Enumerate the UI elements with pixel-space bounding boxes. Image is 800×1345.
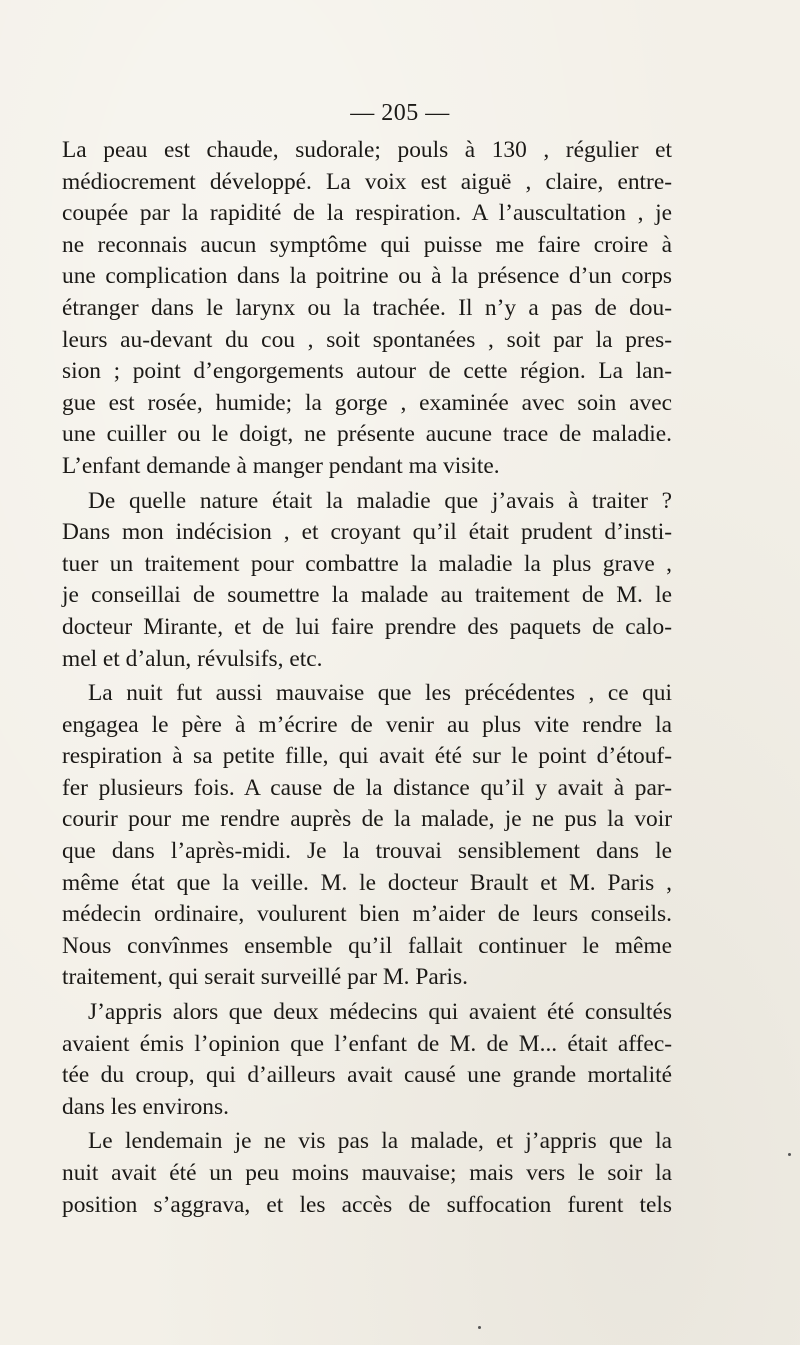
text-line: avaient émis l’opinion que l’enfant de M. de M... était affec-	[62, 1030, 672, 1057]
print-speck	[478, 1326, 481, 1329]
text-line: leurs au-devant du cou , soit spontanées , soit par la pres-	[62, 326, 672, 353]
text-line: sion ; point d’engorgements autour de cette région. La lan-	[62, 358, 672, 385]
text-line: fer plusieurs fois. A cause de la distance qu’il y avait à par-	[62, 774, 672, 801]
text-line: mel et d’alun, révulsifs, etc.	[62, 645, 323, 672]
paragraph	[62, 997, 672, 1123]
text-line: J’appris alors que deux médecins qui avaient été consultés	[88, 999, 672, 1026]
text-line: médecin ordinaire, voulurent bien m’aider de leurs conseils.	[62, 901, 672, 928]
text-line: dans les environs.	[62, 1093, 229, 1120]
paragraph	[62, 1126, 672, 1221]
text-line: courir pour me rendre auprès de la malade, je ne pus la voir	[62, 806, 672, 833]
paragraph	[62, 678, 672, 994]
paragraph	[62, 486, 672, 676]
text-line: Nous convînmes ensemble qu’il fallait continuer le même	[62, 932, 672, 959]
text-line: La peau est chaude, sudorale; pouls à 130 , régulier et	[62, 137, 672, 163]
text-line: gue est rosée, humide; la gorge , examinée avec soin avec	[62, 389, 672, 416]
paragraph	[62, 135, 672, 483]
text-line: Le lendemain je ne vis pas la malade, et j’appris que la	[88, 1128, 672, 1155]
text-line: une cuiller ou le doigt, ne présente aucune trace de maladie.	[62, 421, 672, 448]
body-text	[62, 135, 672, 1221]
text-line: position s’aggrava, et les accès de suffocation furent tels	[62, 1191, 672, 1218]
text-line: La nuit fut aussi mauvaise que les précédentes , ce qui	[88, 680, 672, 707]
text-line: respiration à sa petite fille, qui avait été sur le point d’étouf-	[62, 743, 672, 770]
text-line: que dans l’après-midi. Je la trouvai sensiblement dans le	[62, 838, 672, 865]
text-line: je conseillai de soumettre la malade au traitement de M. le	[62, 582, 672, 609]
text-line: traitement, qui serait surveillé par M. Paris.	[62, 964, 468, 991]
print-speck	[788, 1153, 791, 1156]
text-line: engagea le père à m’écrire de venir au plus vite rendre la	[62, 711, 672, 738]
text-line: L’enfant demande à manger pendant ma visite.	[62, 452, 500, 479]
page-number: — 205 —	[350, 100, 450, 126]
text-line: coupée par la rapidité de la respiration. A l’auscultation , je	[62, 200, 672, 227]
text-line: nuit avait été un peu moins mauvaise; mais vers le soir la	[62, 1160, 672, 1186]
text-line: médiocrement développé. La voix est aiguë , claire, entre-	[62, 168, 672, 195]
text-line: étranger dans le larynx ou la trachée. Il n’y a pas de dou-	[62, 294, 672, 321]
text-line: une complication dans la poitrine ou à la présence d’un corps	[62, 263, 672, 290]
text-line: tuer un traitement pour combattre la maladie la plus grave ,	[62, 550, 672, 577]
text-line: même état que la veille. M. le docteur Brault et M. Paris ,	[62, 869, 672, 896]
text-line: De quelle nature était la maladie que j’avais à traiter ?	[88, 487, 672, 514]
text-line: docteur Mirante, et de lui faire prendre des paquets de calo-	[62, 613, 672, 640]
text-line: tée du croup, qui d’ailleurs avait causé une grande mortalité	[62, 1062, 672, 1089]
text-line: Dans mon indécision , et croyant qu’il était prudent d’insti-	[62, 519, 672, 546]
text-line: ne reconnais aucun symptôme qui puisse me faire croire à	[62, 231, 672, 258]
